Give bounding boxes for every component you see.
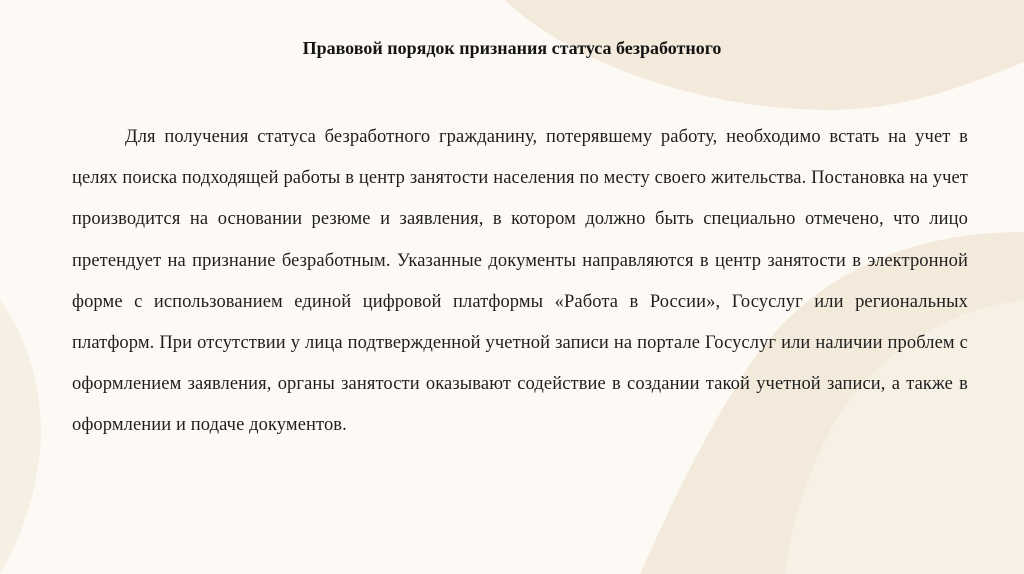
body-paragraph: Для получения статуса безработного гражданину, потерявшему работу, необходимо встать на учет в целях поиска подходящей работы в центр занятости населения по месту своего жительства. Постановка на учет производится на основании резюме и заявления, в котором должно быть специально отмечено, что лицо претендует на признание безработным. Указанные документы направляются в центр занятости в электронной форме с использованием единой цифровой платформы «Работа в России», Госуслуг или региональных платформ. При отсутствии у лица подтвержденной учетной записи на портале Госуслуг или наличии проблем с оформлением заявления, органы занятости оказывают содействие в создании такой учетной записи, а также в оформлении и подаче документов. (72, 127, 968, 436)
slide-title: Правовой порядок признания статуса безработного (302, 38, 722, 58)
